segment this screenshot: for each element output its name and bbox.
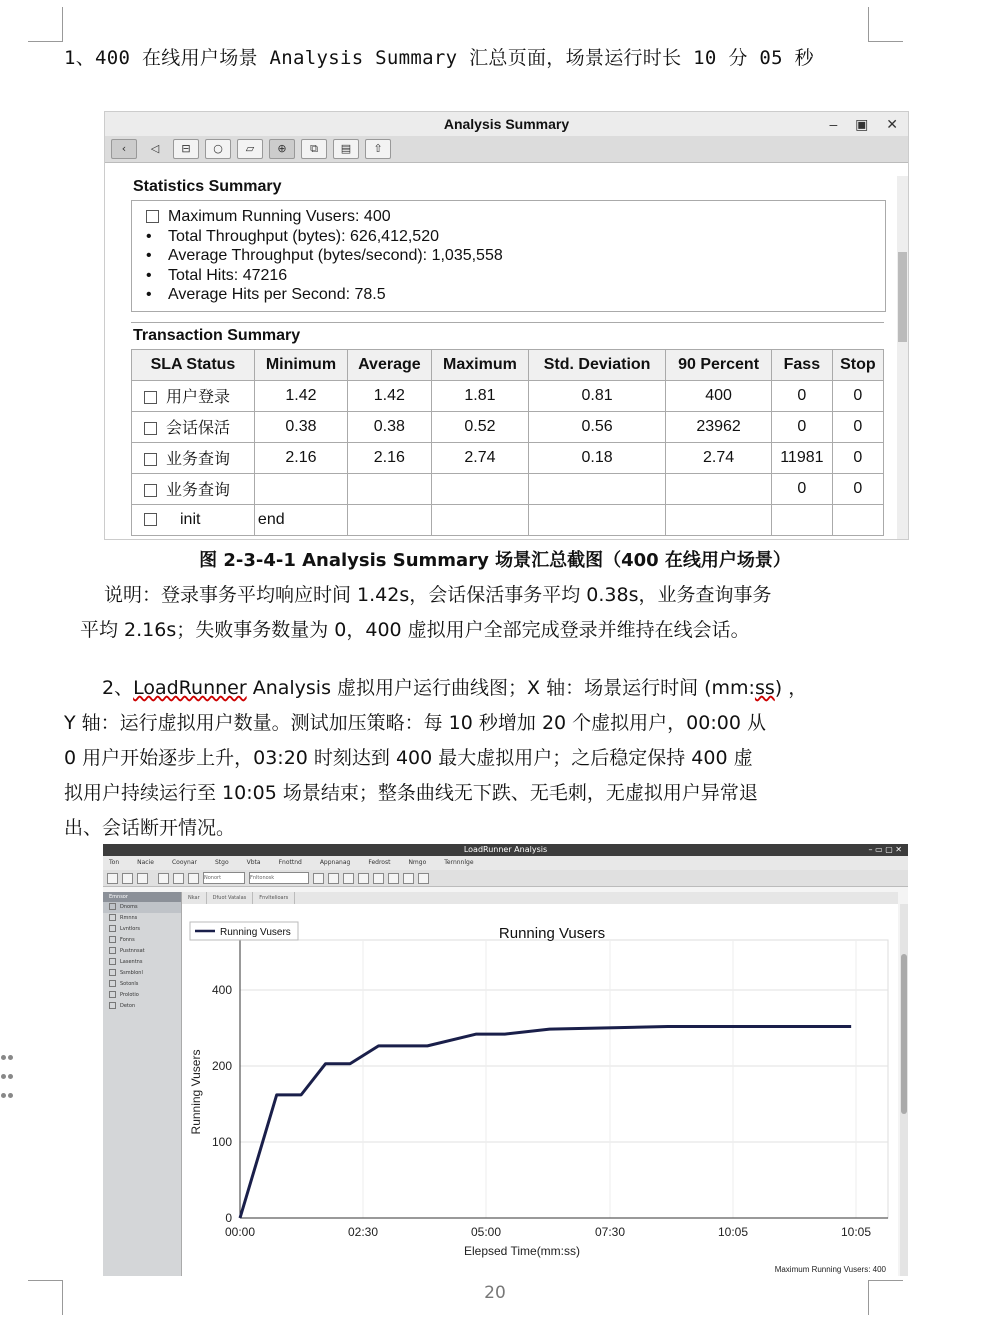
column-header[interactable]: Maximum	[431, 349, 528, 380]
transaction-name: 会话保活	[166, 420, 231, 437]
column-header[interactable]: Std. Deviation	[529, 349, 666, 380]
table-row[interactable]	[132, 411, 884, 442]
filter-icon[interactable]	[328, 873, 339, 884]
table-cell	[666, 504, 772, 535]
statistics-summary-title: Statistics Summary	[133, 178, 282, 195]
calendar-icon[interactable]: ▤	[333, 139, 359, 159]
table-cell	[431, 473, 528, 504]
row-checkbox[interactable]	[144, 453, 157, 466]
column-header[interactable]: Average	[347, 349, 431, 380]
series-line-running-vusers	[240, 1026, 851, 1218]
undo-icon[interactable]	[158, 873, 169, 884]
sidebar-item[interactable]: Rmnns	[103, 913, 181, 924]
x-tick-label: 10:05	[840, 1225, 872, 1239]
analysis-summary-window	[104, 111, 909, 540]
minimize-button[interactable]: –	[829, 116, 838, 132]
menu-item[interactable]: Vbta	[246, 859, 261, 866]
transaction-name-cell	[132, 380, 255, 411]
stat-item: Average Hits per Second: 78.5	[168, 286, 386, 303]
print-icon[interactable]	[137, 873, 148, 884]
y-tick-label: 100	[211, 1135, 232, 1149]
table-cell: 2.74	[666, 442, 772, 473]
transaction-name: 业务查询	[166, 451, 231, 468]
y-axis-label: Running Vusers	[189, 1049, 203, 1135]
menu-item[interactable]: Nmgo	[408, 859, 427, 866]
sidebar	[103, 892, 182, 1276]
circle-icon[interactable]: ○	[205, 139, 231, 159]
table-cell: 0	[832, 380, 883, 411]
settings-icon[interactable]	[343, 873, 354, 884]
maximize-button[interactable]: ▣	[855, 116, 869, 132]
transaction-name: 用户登录	[166, 389, 231, 406]
sidebar-item[interactable]: Lvntlors	[103, 924, 181, 935]
x-tick-label: 10:05	[717, 1225, 749, 1239]
window-titlebar	[105, 112, 908, 136]
table-cell: 0.52	[431, 411, 528, 442]
sidebar-item[interactable]: Sotonls	[103, 979, 181, 990]
table-cell: 0.56	[529, 411, 666, 442]
transaction-name: 业务查询	[166, 482, 231, 499]
sidebar-item[interactable]: Prolotio	[103, 990, 181, 1001]
paragraph-line	[102, 673, 807, 700]
save-icon[interactable]	[122, 873, 133, 884]
row-checkbox[interactable]	[144, 484, 157, 497]
section-heading-1: 1、400 在线用户场景 Analysis Summary 汇总页面，场景运行时长 10 分 05 秒	[64, 47, 814, 69]
paragraph-line: Y 轴：运行虚拟用户数量。测试加压策略：每 10 秒增加 20 个虚拟用户，00:00 从	[64, 712, 766, 734]
x-tick-label: 00:00	[224, 1225, 256, 1239]
y-tick-label: 0	[225, 1211, 232, 1225]
home-icon[interactable]	[107, 873, 118, 884]
download-icon[interactable]: ⊕	[269, 139, 295, 159]
crop-mark-top-left	[28, 7, 63, 42]
transaction-name: init	[180, 510, 201, 528]
table-cell	[347, 504, 431, 535]
pin-icon[interactable]	[418, 873, 429, 884]
crop-mark-top-right	[868, 7, 903, 42]
paragraph-line: 平均 2.16s；失败事务数量为 0，400 虚拟用户全部完成登录并维持在线会话。	[80, 619, 750, 641]
table-row[interactable]	[132, 442, 884, 473]
x-tick-label: 02:30	[347, 1225, 379, 1239]
text-span: 2、	[102, 677, 134, 699]
window-title: LoadRunner Analysis	[463, 845, 548, 854]
menu-item[interactable]: Ton	[109, 859, 120, 866]
transaction-name-cell	[132, 504, 255, 535]
table-cell	[254, 473, 347, 504]
menu-item[interactable]: Cooynar	[171, 859, 197, 866]
table-cell: 400	[666, 380, 772, 411]
legend-label: Running Vusers	[220, 927, 291, 938]
view-select[interactable]: Fnltonosk	[249, 872, 309, 884]
refresh-icon[interactable]	[313, 873, 324, 884]
text-span: ss	[754, 677, 775, 699]
export-icon[interactable]: ⇧	[365, 139, 391, 159]
table-cell: 1.42	[347, 380, 431, 411]
sidebar-item[interactable]: Ssmblonl	[103, 968, 181, 979]
table-cell: 1.42	[254, 380, 347, 411]
graph-tab[interactable]: Nkar	[182, 892, 207, 904]
menu-bar	[103, 856, 908, 870]
paragraph-line: 说明：登录事务平均响应时间 1.42s，会话保活事务平均 0.38s，业务查询事务	[104, 584, 772, 606]
transaction-summary-title: Transaction Summary	[133, 326, 301, 344]
table-row[interactable]	[132, 380, 884, 411]
back-icon[interactable]: ‹	[111, 139, 137, 159]
toolbar	[103, 870, 908, 887]
layout-icon[interactable]: ⊟	[173, 139, 199, 159]
column-header[interactable]: 90 Percent	[666, 349, 772, 380]
grid-icon[interactable]	[403, 873, 414, 884]
table-cell	[347, 473, 431, 504]
transaction-summary-table	[131, 349, 884, 536]
menu-item[interactable]: Ternnnlge	[444, 859, 474, 866]
menu-item[interactable]: Fedrost	[368, 859, 391, 866]
table-cell: end	[254, 504, 347, 535]
sidebar-item[interactable]: Lasentns	[103, 957, 181, 968]
table-cell: 0.38	[347, 411, 431, 442]
y-tick-label: 200	[211, 1059, 232, 1073]
table-row[interactable]	[132, 473, 884, 504]
transaction-name-cell	[132, 411, 255, 442]
sidebar-header[interactable]: Emnsor	[103, 892, 181, 902]
table-cell	[431, 504, 528, 535]
table-cell	[666, 473, 772, 504]
table-cell: 0	[832, 473, 883, 504]
x-tick-label: 07:30	[594, 1225, 626, 1239]
row-checkbox[interactable]	[144, 422, 157, 435]
text-span: Analysis 虚拟用户运行曲线图；X 轴：场景运行时间 (mm:	[246, 677, 755, 699]
window-controls[interactable]: – ▭ ▢ ✕	[868, 845, 902, 854]
add-icon[interactable]	[173, 873, 184, 884]
paragraph-line: 0 用户开始逐步上升，03:20 时刻达到 400 最大虚拟用户；之后稳定保持 400 虚	[64, 747, 753, 769]
vertical-scrollbar[interactable]	[897, 176, 908, 539]
graph-tabs	[182, 892, 898, 904]
figure-caption: 图 2-3-4-1 Analysis Summary 场景汇总截图（400 在线用户场景）	[199, 550, 791, 571]
previous-icon[interactable]: ◁	[150, 142, 160, 155]
vertical-scrollbar[interactable]	[900, 904, 908, 1276]
table-cell: 2.16	[254, 442, 347, 473]
menu-item[interactable]: Appnanag	[319, 859, 351, 866]
document-icon[interactable]	[188, 873, 199, 884]
graph-pane	[182, 892, 898, 1276]
statistics-summary-box: Maximum Running Vusers: 400 • Total Throughput (bytes): 626,412,520 • Average Throughput (bytes/second): 1,035,558 • Total Hits: 47216 • Average Hits per Second: 78.5	[131, 200, 886, 312]
text-span: LoadRunner	[133, 677, 247, 699]
column-header[interactable]: Fass	[772, 349, 833, 380]
y-tick-label: 400	[211, 983, 232, 997]
running-vusers-chart	[182, 904, 898, 1276]
table-cell: 23962	[666, 411, 772, 442]
graph-tab[interactable]: Fnvltelioars	[253, 892, 295, 904]
transaction-name-cell	[132, 442, 255, 473]
x-axis-label: Elepsed Time(mm:ss)	[463, 1244, 581, 1258]
stat-item: Average Throughput (bytes/second): 1,035,558	[168, 247, 503, 264]
chevron-down-icon[interactable]	[388, 873, 399, 884]
menu-item[interactable]: Stgo	[214, 859, 229, 866]
paragraph-line: 拟用户持续运行至 10:05 场景结束；整条曲线无下跌、无毛刺，无虚拟用户异常退	[64, 782, 758, 804]
menu-item[interactable]: Nacie	[137, 859, 154, 866]
drag-handle-icon[interactable]	[0, 1046, 14, 1103]
status-bar-text: Maximum Running Vusers: 400	[774, 1265, 886, 1274]
checkbox[interactable]	[146, 210, 159, 223]
copy-icon[interactable]: ⧉	[301, 139, 327, 159]
table-cell: 0	[832, 442, 883, 473]
loadrunner-analysis-window	[103, 844, 908, 1276]
text-span: ) ，	[774, 677, 808, 699]
table-cell: 2.74	[431, 442, 528, 473]
table-cell: 0	[772, 411, 833, 442]
table-cell: 0.38	[254, 411, 347, 442]
row-checkbox[interactable]	[144, 513, 157, 526]
list-icon[interactable]	[373, 873, 384, 884]
graph-tab[interactable]: Dfuot Vatalas	[207, 892, 254, 904]
x-tick-label: 05:00	[470, 1225, 502, 1239]
plot-area	[240, 940, 888, 1218]
stat-item: Total Throughput (bytes): 626,412,520	[168, 227, 439, 245]
table-cell	[529, 504, 666, 535]
edit-icon[interactable]: ▱	[237, 139, 263, 159]
sidebar-subheader[interactable]: Dnoms	[103, 902, 181, 913]
menu-item[interactable]: Fnottnd	[278, 859, 302, 866]
window-titlebar	[103, 844, 908, 856]
table-cell: 0	[772, 380, 833, 411]
table-cell: 2.16	[347, 442, 431, 473]
paragraph-line: 出、会话断开情况。	[64, 817, 236, 839]
window-toolbar	[105, 136, 908, 163]
stat-item: Total Hits: 47216	[168, 266, 288, 284]
row-checkbox[interactable]	[144, 391, 157, 404]
table-row[interactable]	[132, 504, 884, 535]
table-cell	[529, 473, 666, 504]
close-button[interactable]: ✕	[886, 116, 898, 132]
table-cell	[772, 504, 833, 535]
page-number: 20	[484, 1283, 506, 1303]
table-cell: 0.81	[529, 380, 666, 411]
table-cell: 0.18	[529, 442, 666, 473]
sidebar-item[interactable]: Deton	[103, 1001, 181, 1012]
column-header[interactable]: SLA Status	[132, 349, 255, 380]
table-cell: 0	[772, 473, 833, 504]
window-title: Analysis Summary	[443, 116, 570, 132]
column-header[interactable]: Minimum	[254, 349, 347, 380]
chart-title: Running Vusers	[498, 925, 606, 942]
table-cell: 11981	[772, 442, 833, 473]
link-icon[interactable]	[358, 873, 369, 884]
table-cell: 1.81	[431, 380, 528, 411]
table-cell: 0	[832, 411, 883, 442]
sidebar-item[interactable]: Pustnnsat	[103, 946, 181, 957]
transaction-name-cell	[132, 473, 255, 504]
column-header[interactable]: Stop	[832, 349, 883, 380]
table-cell	[832, 504, 883, 535]
stat-item: Maximum Running Vusers: 400	[168, 208, 391, 225]
report-field[interactable]: Nonort	[203, 872, 245, 884]
sidebar-item[interactable]: Fonns	[103, 935, 181, 946]
